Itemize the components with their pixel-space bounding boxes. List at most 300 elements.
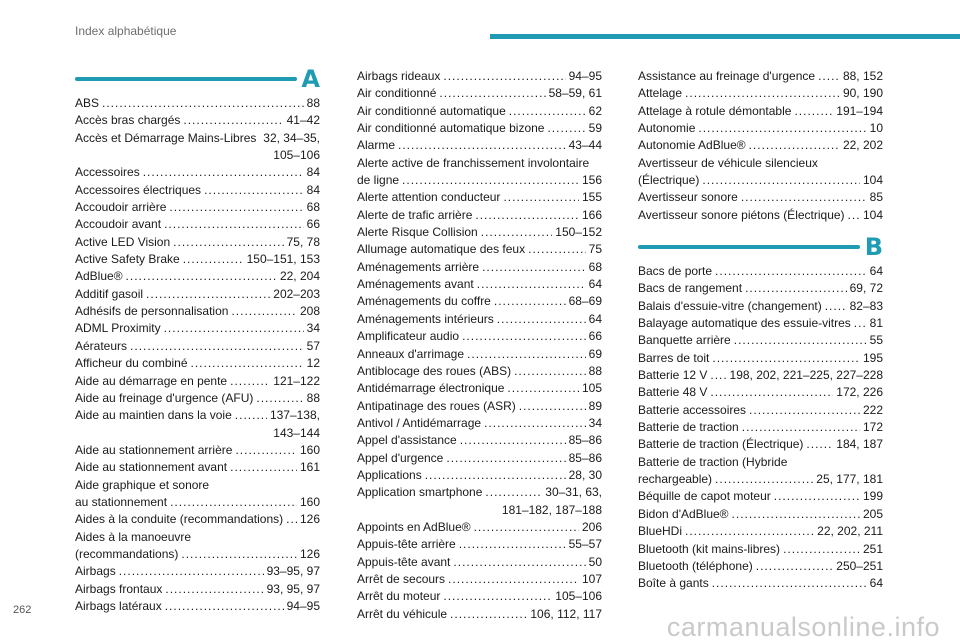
page-reference-continued: 181–182, 187–188 xyxy=(501,502,602,517)
index-entry xyxy=(75,182,320,199)
index-entry-row xyxy=(357,276,602,293)
dot-leader xyxy=(825,298,847,315)
index-term: Airbags rideaux xyxy=(357,69,441,83)
index-term: Autonomie xyxy=(638,121,696,136)
index-entry xyxy=(638,263,883,280)
index-entry xyxy=(357,328,602,345)
index-term: ABS xyxy=(75,96,100,110)
page-reference: 82–83 xyxy=(849,298,883,313)
dot-leader xyxy=(519,398,586,415)
dot-leader xyxy=(742,419,860,436)
dot-leader xyxy=(165,598,284,615)
index-entry-row xyxy=(75,303,320,320)
index-term: Assistance au freinage d'urgence xyxy=(638,69,816,83)
index-entry xyxy=(638,189,883,206)
dot-leader xyxy=(165,581,263,598)
index-entry-row xyxy=(75,563,320,580)
page-reference: 156 xyxy=(581,173,602,188)
index-entry xyxy=(357,276,602,293)
index-entry-row xyxy=(357,519,602,536)
page-reference: 172 xyxy=(862,420,883,435)
index-entry-row xyxy=(357,346,602,363)
index-entry-row xyxy=(638,332,883,349)
dot-leader xyxy=(130,338,304,355)
dot-leader xyxy=(443,588,552,605)
dot-leader xyxy=(146,286,270,303)
index-term: Bacs de rangement xyxy=(638,281,743,296)
index-term: Béquille de capot moteur xyxy=(638,489,771,504)
page-reference: 66 xyxy=(306,217,320,232)
page-reference: 126 xyxy=(299,512,320,527)
index-entry-row xyxy=(638,419,883,436)
index-entry xyxy=(75,477,320,512)
dot-leader xyxy=(741,189,867,206)
index-entry-row xyxy=(357,536,602,553)
index-entry-row xyxy=(75,390,320,407)
index-entry-row xyxy=(638,402,883,419)
dot-leader xyxy=(235,407,267,424)
page-reference: 195 xyxy=(862,350,883,365)
index-entry-row xyxy=(75,268,320,285)
dot-leader xyxy=(685,85,840,102)
index-entry xyxy=(638,523,883,540)
index-term: Barres de toit xyxy=(638,350,710,365)
index-entry-row xyxy=(357,467,602,484)
dot-leader xyxy=(169,199,303,216)
page-reference: 251 xyxy=(862,541,883,556)
index-term: Afficheur du combiné xyxy=(75,356,188,371)
index-entry-row xyxy=(75,199,320,216)
index-entry xyxy=(75,95,320,112)
header-accent-bar xyxy=(490,34,960,39)
page-reference: 12 xyxy=(306,356,320,371)
dot-leader xyxy=(191,355,304,372)
page-reference: 93–95, 97 xyxy=(266,564,320,579)
page-reference: 59 xyxy=(588,121,602,136)
index-entry-row xyxy=(638,367,883,384)
index-entry-row xyxy=(75,164,320,181)
page-reference: 121–122 xyxy=(273,373,320,388)
index-term: Appuis-tête avant xyxy=(357,554,451,569)
index-term: Aide au stationnement arrière xyxy=(75,442,233,457)
index-term: Accoudoir avant xyxy=(75,217,162,232)
index-list-b xyxy=(638,263,883,593)
dot-leader xyxy=(126,268,277,285)
dot-leader xyxy=(439,85,545,102)
dot-leader xyxy=(204,182,304,199)
index-entry xyxy=(638,315,883,332)
page-reference: 172, 226 xyxy=(836,385,883,400)
index-term: Applications xyxy=(357,467,422,482)
section-header-b xyxy=(638,233,883,263)
dot-leader xyxy=(170,494,297,511)
index-entry xyxy=(638,280,883,297)
index-term: Aménagements du coffre xyxy=(357,294,491,309)
index-entry-row xyxy=(75,182,320,199)
dot-leader xyxy=(256,390,303,407)
index-entry-row xyxy=(357,68,602,85)
index-entry-lead-line: Aide graphique et sonore xyxy=(75,477,210,492)
dot-leader xyxy=(230,459,297,476)
index-term: Arrêt du véhicule xyxy=(357,606,448,621)
index-term: Accessoires électriques xyxy=(75,182,202,197)
index-entry xyxy=(357,554,602,571)
index-entry-row xyxy=(357,189,602,206)
index-entry-row xyxy=(357,398,602,415)
dot-leader xyxy=(497,311,586,328)
page-reference: 84 xyxy=(306,165,320,180)
page-reference: 69 xyxy=(588,346,602,361)
dot-leader xyxy=(164,320,304,337)
index-entry-row xyxy=(638,137,883,154)
dot-leader xyxy=(698,120,866,137)
page-reference: 208 xyxy=(299,304,320,319)
page-reference: 62 xyxy=(588,103,602,118)
page-reference: 75 xyxy=(588,242,602,257)
index-entry xyxy=(357,120,602,137)
index-entry-row xyxy=(638,541,883,558)
index-entry xyxy=(357,68,602,85)
dot-leader xyxy=(794,103,833,120)
index-entry-row xyxy=(638,120,883,137)
index-entry-row xyxy=(638,384,883,401)
dot-leader xyxy=(503,189,579,206)
index-entry-row xyxy=(357,554,602,571)
index-term: Antivol / Antidémarrage xyxy=(357,415,482,430)
index-entry xyxy=(638,454,883,489)
index-entry-row xyxy=(638,350,883,367)
index-entry xyxy=(75,390,320,407)
index-entry-row xyxy=(357,120,602,137)
dot-leader xyxy=(259,130,260,147)
index-term: Appuis-tête arrière xyxy=(357,537,456,552)
page-reference: 250–251 xyxy=(836,558,883,573)
dot-leader xyxy=(398,137,566,154)
page-reference: 84 xyxy=(306,182,320,197)
dot-leader xyxy=(715,471,813,488)
index-entry xyxy=(357,571,602,588)
dot-leader xyxy=(443,68,565,85)
page-reference: 43–44 xyxy=(568,138,602,153)
index-term: ADML Proximity xyxy=(75,321,161,336)
page-reference: 34 xyxy=(306,321,320,336)
index-term: Alerte attention conducteur xyxy=(357,190,501,205)
dot-leader xyxy=(402,172,579,189)
index-term: Batterie de traction (Électrique) xyxy=(638,437,804,452)
dot-leader xyxy=(547,120,585,137)
index-term: Bluetooth (téléphone) xyxy=(638,558,753,573)
index-entry-row xyxy=(357,241,602,258)
dot-leader xyxy=(702,172,860,189)
dot-leader xyxy=(467,346,586,363)
index-term: Banquette arrière xyxy=(638,333,731,348)
index-entry-row xyxy=(638,315,883,332)
index-term: Aménagements arrière xyxy=(357,259,480,274)
page-reference: 50 xyxy=(588,554,602,569)
page-reference: 22, 202, 211 xyxy=(817,524,883,539)
dot-leader xyxy=(484,415,586,432)
index-term: Appel d'urgence xyxy=(357,450,444,465)
index-entry-row xyxy=(638,558,883,575)
index-entry-row xyxy=(75,112,320,129)
index-entry xyxy=(75,459,320,476)
dot-leader xyxy=(854,315,867,332)
index-entry xyxy=(357,224,602,241)
index-entry-row xyxy=(357,172,602,189)
page-number: 262 xyxy=(13,604,32,616)
index-term: Antipatinage des roues (ASR) xyxy=(357,398,516,413)
page-reference: 28, 30 xyxy=(568,467,602,482)
index-term: Batterie 48 V xyxy=(638,385,708,400)
index-entry xyxy=(75,598,320,615)
page-reference: 68 xyxy=(588,259,602,274)
index-entry xyxy=(638,155,883,190)
dot-leader xyxy=(745,280,847,297)
index-entry xyxy=(75,529,320,564)
dot-leader xyxy=(712,575,867,592)
index-entry-lead-line: Avertisseur de véhicule silencieux xyxy=(638,155,818,170)
index-entry-row xyxy=(638,298,883,315)
index-entry-row xyxy=(75,511,320,528)
index-entry-row xyxy=(75,442,320,459)
index-term: Bacs de porte xyxy=(638,264,713,278)
dot-leader xyxy=(818,68,840,85)
index-entry-row xyxy=(75,581,320,598)
page-reference: 30–31, 63, xyxy=(545,485,602,500)
dot-leader xyxy=(450,606,527,623)
index-term: Appel d'assistance xyxy=(357,433,457,448)
index-term: Aides à la conduite (recommandations) xyxy=(75,512,284,527)
page-reference: 75, 78 xyxy=(286,234,320,249)
index-entry-row xyxy=(75,459,320,476)
index-term: Aérateurs xyxy=(75,338,128,353)
index-term: Accès et Démarrage Mains-Libres xyxy=(75,130,257,145)
page-reference: 104 xyxy=(862,207,883,222)
index-entry xyxy=(638,419,883,436)
page-reference: 206 xyxy=(581,519,602,534)
page-reference: 94–95 xyxy=(286,598,320,613)
index-term: Alarme xyxy=(357,138,396,153)
page-reference: 150–151, 153 xyxy=(246,252,320,267)
dot-leader xyxy=(732,506,860,523)
index-term: Aide au stationnement avant xyxy=(75,460,228,475)
page-reference: 81 xyxy=(869,316,883,331)
dot-leader xyxy=(286,511,297,528)
dot-leader xyxy=(453,554,585,571)
index-entry-row xyxy=(357,606,602,623)
index-entry xyxy=(638,367,883,384)
index-entry xyxy=(75,251,320,268)
index-entry xyxy=(75,581,320,598)
index-term: rechargeable) xyxy=(638,472,713,487)
dot-leader xyxy=(749,402,860,419)
index-entry-row xyxy=(75,373,320,390)
page-reference: 107 xyxy=(581,571,602,586)
index-term: Active Safety Brake xyxy=(75,252,180,267)
dot-leader xyxy=(448,571,579,588)
index-entry xyxy=(357,432,602,449)
running-header: Index alphabétique xyxy=(75,24,177,38)
index-term: Balayage automatique des essuie-vitres xyxy=(638,316,851,331)
page-reference: 88 xyxy=(306,390,320,405)
page-reference: 155 xyxy=(581,190,602,205)
dot-leader xyxy=(756,558,834,575)
index-term: de ligne xyxy=(357,173,400,188)
page-reference: 32, 34–35, xyxy=(263,130,320,145)
index-term: Active LED Vision xyxy=(75,234,171,249)
dot-leader xyxy=(715,263,867,280)
index-entry-row xyxy=(75,355,320,372)
index-entry xyxy=(75,338,320,355)
page-reference: 88, 152 xyxy=(842,69,883,83)
index-term: Amplificateur audio xyxy=(357,329,460,344)
dot-leader xyxy=(462,328,586,345)
page-reference: 25, 177, 181 xyxy=(816,472,883,487)
index-entry xyxy=(75,216,320,233)
index-term: Air conditionné xyxy=(357,86,437,101)
dot-leader xyxy=(494,293,566,310)
index-entry xyxy=(357,415,602,432)
index-entry xyxy=(75,164,320,181)
index-entry xyxy=(357,155,602,190)
index-entry-row xyxy=(638,68,883,85)
index-term: Autonomie AdBlue® xyxy=(638,138,746,153)
index-entry-row xyxy=(638,506,883,523)
page-reference: 90, 190 xyxy=(842,86,883,101)
page-reference: 64 xyxy=(588,277,602,292)
index-entry xyxy=(75,373,320,390)
page-reference: 68–69 xyxy=(568,294,602,309)
index-entry xyxy=(357,311,602,328)
index-term: Attelage à rotule démontable xyxy=(638,103,792,118)
index-entry xyxy=(638,506,883,523)
dot-leader xyxy=(774,488,860,505)
dot-leader xyxy=(734,332,867,349)
index-term: Appoints en AdBlue® xyxy=(357,519,471,534)
section-header-a xyxy=(75,65,320,95)
index-entry xyxy=(357,103,602,120)
page-reference: 199 xyxy=(862,489,883,504)
page-reference: 105 xyxy=(581,381,602,396)
index-term: Alerte de trafic arrière xyxy=(357,207,473,222)
index-entry xyxy=(75,286,320,303)
index-entry-row xyxy=(357,293,602,310)
index-term: Aide au démarrage en pente xyxy=(75,373,228,388)
index-entry xyxy=(75,563,320,580)
index-term: Allumage automatique des feux xyxy=(357,242,526,257)
index-entry xyxy=(357,536,602,553)
index-entry xyxy=(75,234,320,251)
page-reference: 202–203 xyxy=(273,286,320,301)
index-entry xyxy=(638,120,883,137)
index-term: Airbags xyxy=(75,564,116,579)
dot-leader xyxy=(183,112,283,129)
index-term: Bluetooth (kit mains-libres) xyxy=(638,541,781,556)
section-letter-b: B xyxy=(864,233,883,261)
index-column-1 xyxy=(75,65,320,615)
index-entry-row xyxy=(638,575,883,592)
dot-leader xyxy=(119,563,264,580)
dot-leader xyxy=(806,436,833,453)
index-entry-row xyxy=(638,471,883,488)
index-entry xyxy=(357,137,602,154)
index-term: Alerte Risque Collision xyxy=(357,225,478,240)
index-entry xyxy=(638,85,883,102)
index-entry-row xyxy=(638,85,883,102)
index-entry xyxy=(357,606,602,623)
dot-leader xyxy=(482,259,586,276)
index-term: Attelage xyxy=(638,86,683,101)
page-reference: 166 xyxy=(581,207,602,222)
section-letter-a: A xyxy=(301,65,320,93)
index-entry xyxy=(357,346,602,363)
page-reference: 66 xyxy=(588,329,602,344)
index-entry-row xyxy=(357,259,602,276)
index-column-2 xyxy=(357,68,602,623)
index-entry-row xyxy=(75,251,320,268)
page-reference: 22, 204 xyxy=(279,269,320,284)
page-reference: 85–86 xyxy=(568,450,602,465)
index-entry-row xyxy=(638,523,883,540)
page-reference: 184, 187 xyxy=(836,437,883,452)
dot-leader xyxy=(102,95,304,112)
index-entry-row xyxy=(638,103,883,120)
page-reference: 126 xyxy=(299,546,320,561)
index-entry-row xyxy=(75,407,320,424)
index-entry-row xyxy=(357,415,602,432)
index-entry-row xyxy=(638,189,883,206)
dot-leader xyxy=(425,467,566,484)
index-term: (Électrique) xyxy=(638,173,700,188)
page-reference: 10 xyxy=(869,121,883,136)
page-reference: 94–95 xyxy=(568,69,602,83)
index-entry xyxy=(638,436,883,453)
index-entry-row xyxy=(357,363,602,380)
index-entry-row xyxy=(638,436,883,453)
index-entry-row xyxy=(357,137,602,154)
page-reference: 55 xyxy=(869,333,883,348)
page-reference: 198, 202, 221–225, 227–228 xyxy=(729,368,883,383)
index-entry-row xyxy=(357,484,602,501)
index-entry xyxy=(638,68,883,85)
index-entry-row xyxy=(75,95,320,112)
page-reference: 160 xyxy=(299,442,320,457)
dot-leader xyxy=(143,164,304,181)
index-term: Batterie 12 V xyxy=(638,368,708,383)
page-reference: 22, 202 xyxy=(842,138,883,153)
dot-leader xyxy=(783,541,860,558)
index-entry xyxy=(75,442,320,459)
dot-leader xyxy=(710,384,833,401)
index-entry-row xyxy=(75,216,320,233)
index-entry xyxy=(75,268,320,285)
index-entry xyxy=(638,103,883,120)
page-reference: 68 xyxy=(306,200,320,215)
index-entry-row xyxy=(75,546,320,563)
dot-leader xyxy=(481,224,553,241)
index-entry xyxy=(638,488,883,505)
index-column-3 xyxy=(638,68,883,224)
section-rule xyxy=(75,77,297,81)
dot-leader xyxy=(235,442,297,459)
dot-leader xyxy=(685,523,814,540)
page-reference: 85–86 xyxy=(568,433,602,448)
index-entry xyxy=(75,130,320,165)
page-reference: 88 xyxy=(588,363,602,378)
index-entry xyxy=(75,511,320,528)
dot-leader xyxy=(848,207,860,224)
page-reference: 161 xyxy=(299,460,320,475)
